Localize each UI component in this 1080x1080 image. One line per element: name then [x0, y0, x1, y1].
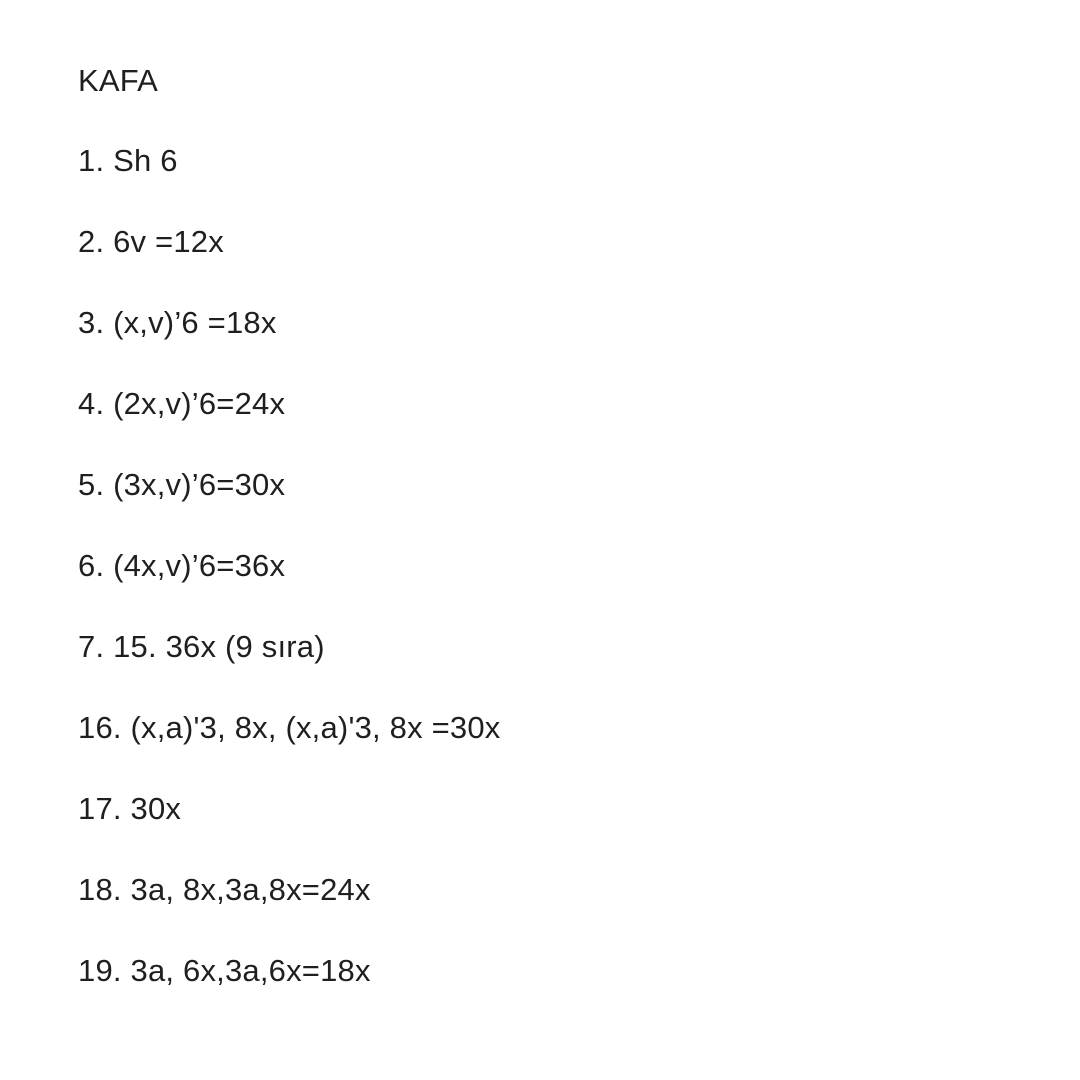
- step-item-18: 18. 3a, 8x,3a,8x=24x: [78, 872, 371, 907]
- document-title: KAFA: [78, 63, 159, 98]
- step-item-6: 6. (4x,v)’6=36x: [78, 548, 286, 583]
- step-item-17: 17. 30x: [78, 791, 182, 826]
- step-item-2: 2. 6v =12x: [78, 224, 224, 259]
- pattern-document: [78, 56, 1038, 1027]
- step-item-7-15: 7. 15. 36x (9 sıra): [78, 629, 325, 664]
- step-item-1: 1. Sh 6: [78, 143, 178, 178]
- step-item-19: 19. 3a, 6x,3a,6x=18x: [78, 953, 371, 988]
- step-item-5: 5. (3x,v)’6=30x: [78, 467, 286, 502]
- step-list: [78, 136, 1038, 996]
- step-item-4: 4. (2x,v)’6=24x: [78, 386, 286, 421]
- step-item-3: 3. (x,v)’6 =18x: [78, 305, 277, 340]
- step-item-16: 16. (x,a)'3, 8x, (x,a)'3, 8x =30x: [78, 710, 501, 745]
